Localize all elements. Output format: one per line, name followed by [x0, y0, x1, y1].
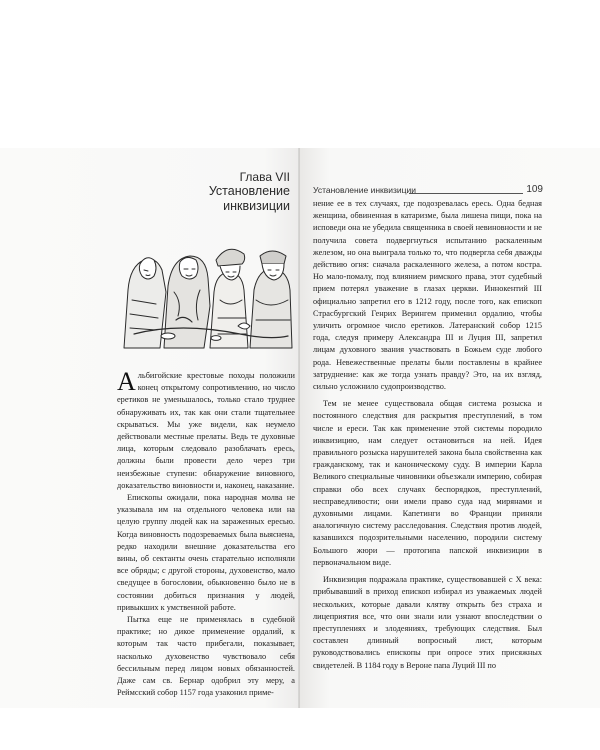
paragraph: Инквизиция подражала практике, существовавшей с X века: прибывавший в приход епископ избирал из уважаемых людей нескольких, которые давали клятву открыть без страха и лицеприятия все, что они знали или узнают впоследствии о преступлениях и злодеяниях, требующих следствия. Был составлен длинный вопросный лист, которым руководствовались епископы при опросе этих присяжных свидетелей. В 1184 году в Вероне папа Луций III по	[313, 575, 542, 670]
paragraph: Пытка еще не применялась в судебной практике; но дикое применение ордалий, к которым так часто прибегали, показывает, насколько духовенство чувствовало себя бессильным перед лицом новых обязанностей. Даже сам св. Бернар одобрил эту меру, а Реймсский собор 1157 года узаконил приме-	[117, 615, 295, 698]
paragraph: нение ее в тех случаях, где подозревалась ересь. Одна бедная женщина, обвиненная в катаризме, была лишена пищи, пока на исповеди она не убедила священника в своей невиновности и не получила совета подвергнуться испытанию раскаленным железом, но она выиграла только то, что подвергла себя дважды действию огня: сначала раскаленного железа, а потом костра. Но мало-помалу, под влиянием римского права, этот судебный прием потерял уважение в глазах церкви. Иннокентий III официально запретил его в 1212 году, после того, как епископ Страсбургский Генрих Верингем применил ордалию, чтобы уличить огромное число еретиков. Латеранский собор 1215 года, следуя примеру Александра III и Луция III, запретил лицам духовного звания участвовать в Божьем суде любого рода. Невежественные прелаты были поставлены в крайнее затруднение: как же тогда узнать правду? Это, на их взгляд, сильно усложнило судопроизводство.	[313, 199, 542, 392]
chapter-number: Глава VII	[239, 170, 290, 184]
right-body-text	[313, 198, 542, 672]
running-head-rule	[409, 193, 523, 194]
left-page	[0, 148, 300, 708]
left-body-text	[117, 367, 295, 699]
paragraph	[117, 367, 295, 492]
page-number: 109	[526, 184, 543, 195]
chapter-heading	[140, 170, 290, 214]
paragraph: Тем не менее существовала общая система розыска и постоянного следствия для раскрытия преступлений, в том числе и ереси. Так как применение этой системы породило инквизицию, нам следует остановиться на ней. Идея правильного розыска нарушителей закона была свойственна как гражданскому, так и каноническому суду. В империи Карла Великого специальные чиновники объезжали империю, собирая справки обо всех случаях беспорядков, преступлений, несправедливости; они имели право суда над мирянами и духовными лицами. Капетинги во Франции приняли аналогичную систему расследования. Следствия против людей, казавшихся подозрительными населению, породили систему Большого жюри — протогипа папской инквизиции в первоначальном виде.	[313, 399, 542, 567]
paragraph-text: льбигойские крестовые походы положили конец открытому сопротивлению, но число еретиков не уменьшалось, только стало труднее обнаруживать их, так как они стали тщательнее скрываться. Мы уже видели, как неумело действовали местные прелаты. Ведь те духовные лица, которым следовало разоблачать ересь, должны были провести дело через три неизбежные ступени: обнаружение виновного, доказательство виновности и, наконец, наказание.	[117, 371, 295, 490]
paragraph: Епископы ожидали, пока народная молва не указывала им на отдельного человека или на целую группу людей как на зараженных ересью. Когда виновность подозреваемых была выяснена, редко находили внешние доказательства его вины, об сектанты очень старательно исполняли все обряды; с другой стороны, духовенство, мало сведущее в богословии, обыкновенно было не в состоянии добиться признания у людей, привыкших к умственной работе.	[117, 493, 295, 612]
running-head-title: Установление инквизиции	[313, 185, 417, 195]
drop-cap: А	[117, 367, 136, 396]
book-spread	[0, 148, 600, 708]
chapter-title: Установление инквизиции	[208, 184, 290, 213]
running-head	[313, 185, 543, 199]
woodcut-illustration	[120, 230, 295, 350]
